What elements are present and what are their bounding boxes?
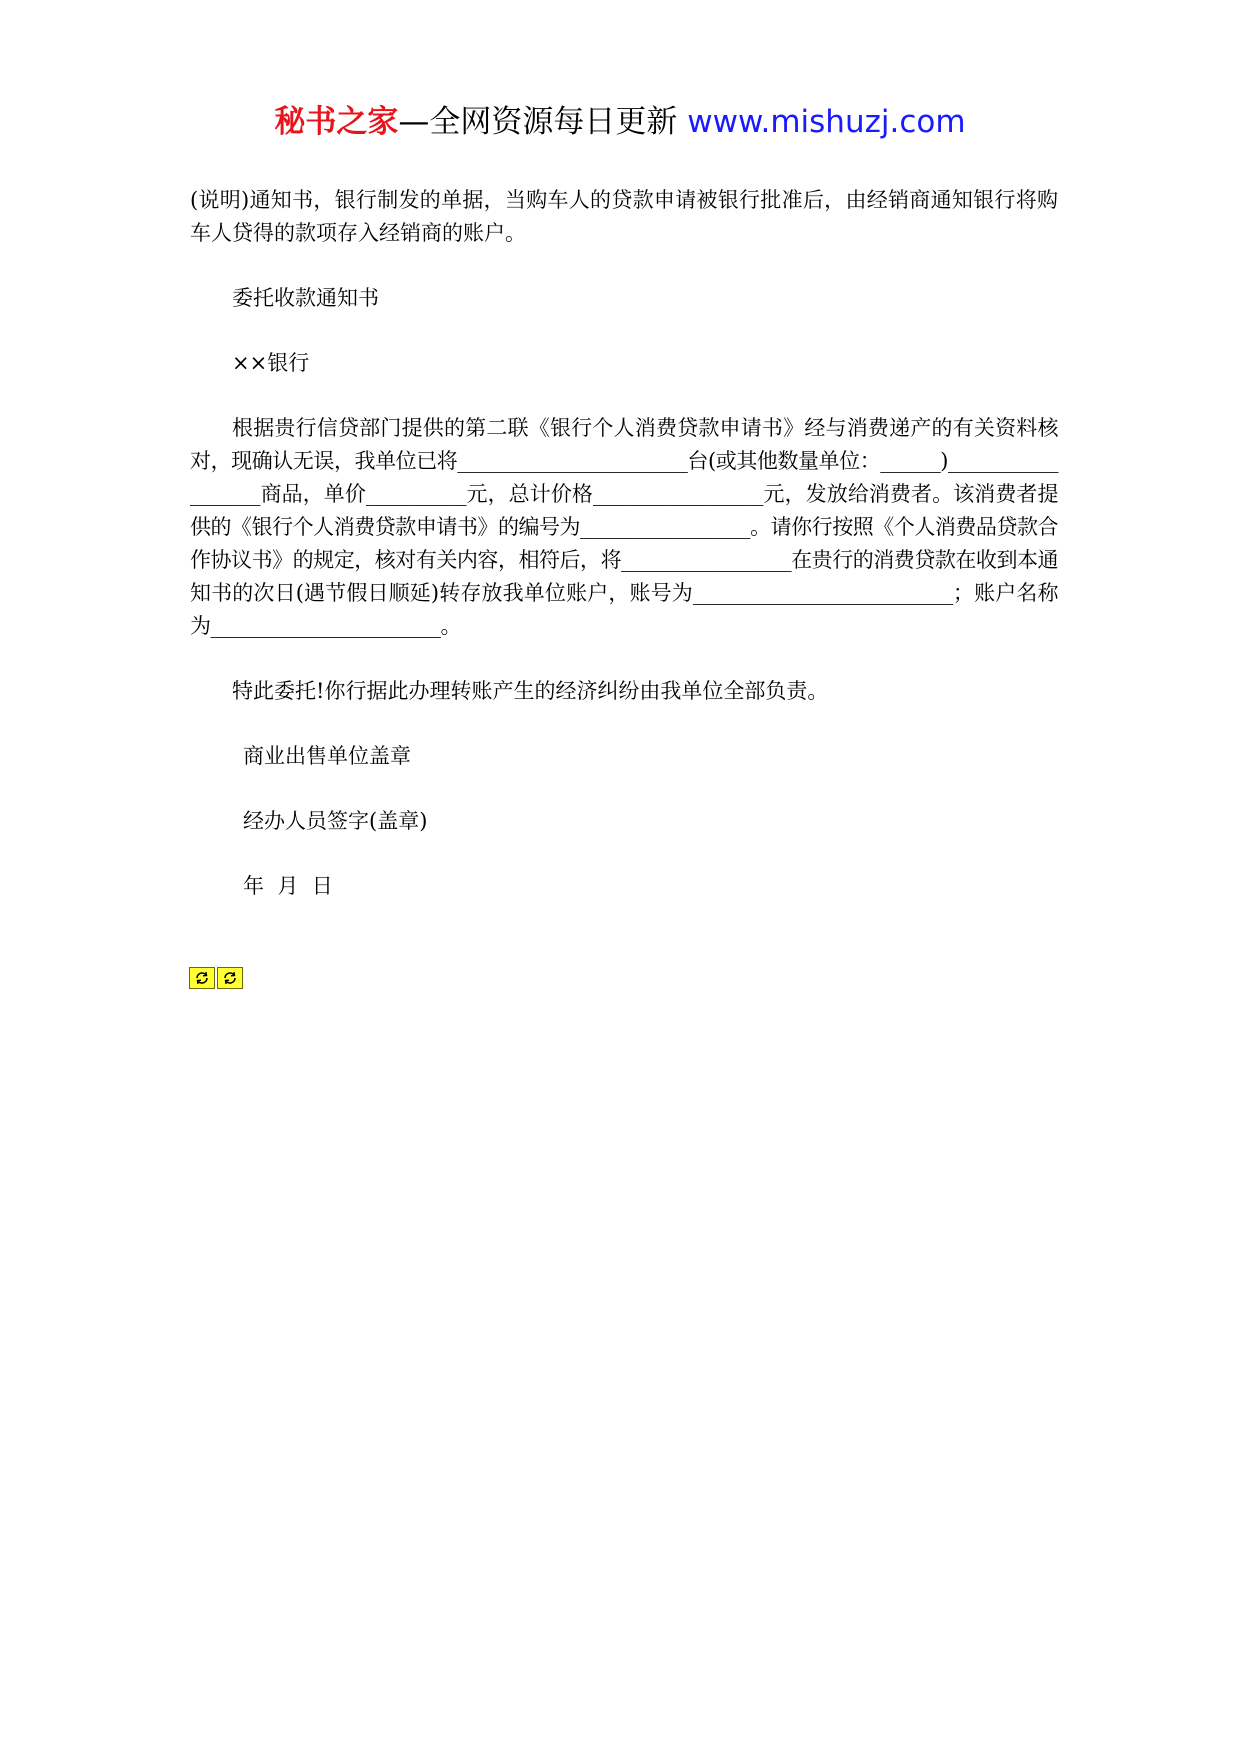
icon-toolbar bbox=[189, 967, 243, 989]
seal-line: 商业出售单位盖章 bbox=[243, 744, 411, 768]
document-body bbox=[190, 184, 1058, 935]
refresh-icon[interactable] bbox=[217, 967, 243, 989]
brand-name: 秘书之家 bbox=[274, 104, 399, 140]
site-header bbox=[0, 100, 1240, 144]
header-tagline: —全网资源每日更新 bbox=[398, 104, 678, 140]
bank-addressee: ××银行 bbox=[232, 351, 310, 375]
date-line: 年 月 日 bbox=[243, 874, 333, 898]
closing-paragraph: 特此委托!你行据此办理转账产生的经济纠纷由我单位全部负责。 bbox=[232, 679, 829, 703]
document-title: 委托收款通知书 bbox=[232, 286, 379, 310]
signer-line: 经办人员签字(盖章) bbox=[243, 809, 428, 833]
refresh-icon[interactable] bbox=[189, 967, 215, 989]
site-url-link[interactable]: www.mishuzj.com bbox=[677, 104, 966, 140]
explanation-note: (说明)通知书，银行制发的单据，当购车人的贷款申请被银行批准后，由经销商通知银行将购车人贷得的款项存入经销商的账户。 bbox=[190, 188, 1058, 245]
main-paragraph: 根据贵行信贷部门提供的第二联《银行个人消费贷款申请书》经与消费递产的有关资料核对，现确认无误，我单位已将_______________________台(或其他数量单位：______)__________________商品，单价__________元，总计价格_________________元，发放给消费者。该消费者提供的《银行个人消费贷款申请书》的编号为_________________。请你行按照《个人消费品贷款合作协议书》的规定，核对有关内容，相符后，将_________________在贵行的消费贷款在收到本通知书的次日(遇节假日顺延)转存放我单位账户，账号为__________________________；账户名称为_______________________。 bbox=[190, 416, 1058, 638]
